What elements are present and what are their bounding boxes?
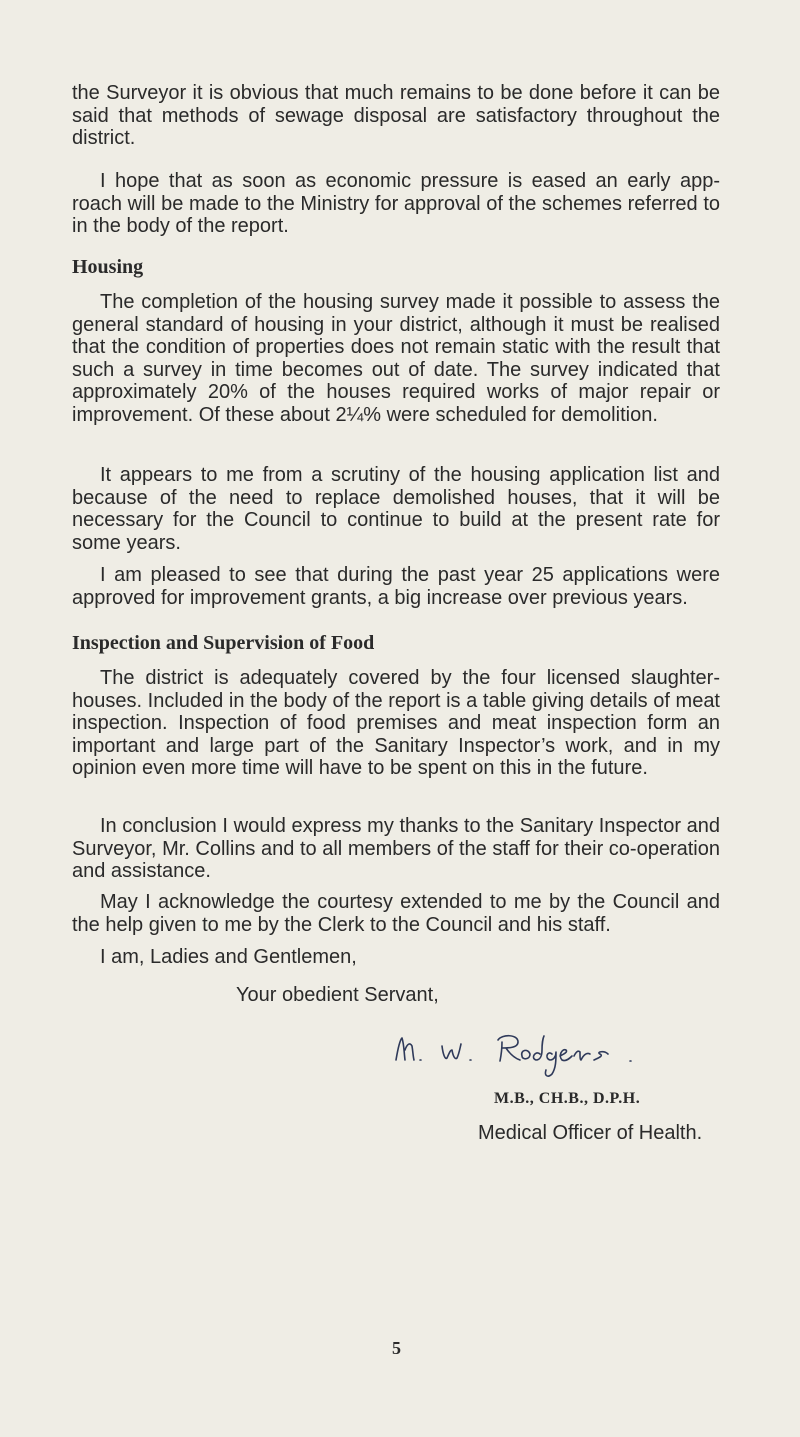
paragraph-thanks: In conclusion I would express my thanks to the Sanitary Inspector and Surveyor, Mr. Collins and to all members of the staff for their co-operation and assistance.	[72, 815, 720, 882]
page-number: 5	[392, 1338, 401, 1358]
heading-housing: Housing	[72, 256, 144, 278]
paragraph-housing-survey: The completion of the housing survey made it possible to assess the general standard of housing in your district, although it must be realised that the condition of properties does not remain static with the result that such a survey in time becomes out of date. The survey indicated that approximately 20% of the houses required works of major repair or improvement. Of these about 2¼% were scheduled for demolition.	[72, 291, 720, 426]
officer-title: Medical Officer of Health.	[478, 1122, 703, 1144]
paragraph-slaughterhouses: The district is adequately covered by the four licensed slaughter-houses. Included in the body of the report is a table giving details of meat inspection. Inspection of food premises and meat inspection form an important and large part of the Sanitary Inspector’s work, and in my opinion even more time will have to be spent on this in the future.	[72, 667, 720, 779]
paragraph-acknowledgement: May I acknowledge the courtesy extended to me by the Council and the help given to me by the Clerk to the Council and his staff.	[72, 891, 720, 936]
paragraph-sewage: the Surveyor it is obvious that much remains to be done before it can be said that methods of sewage disposal are satisfactory throughout the district.	[72, 82, 720, 149]
closing-salutation: I am, Ladies and Gentlemen,	[100, 946, 357, 968]
heading-food-inspection: Inspection and Supervision of Food	[72, 632, 375, 654]
closing-valediction: Your obedient Servant,	[236, 984, 439, 1006]
qualifications: M.B., CH.B., D.P.H.	[494, 1090, 641, 1107]
paragraph-housing-applications: It appears to me from a scrutiny of the housing application list and because of the need to replace demolished houses, that it will be necessary for the Council to continue to build at the present rate for some years.	[72, 464, 720, 554]
handwritten-signature	[390, 1020, 750, 1080]
paragraph-improvement-grants: I am pleased to see that during the past year 25 applications were approved for improvement grants, a big increase over previous years.	[72, 564, 720, 609]
paragraph-schemes: I hope that as soon as economic pressure is eased an early app-roach will be made to the Ministry for approval of the schemes referred to in the body of the report.	[72, 170, 720, 237]
